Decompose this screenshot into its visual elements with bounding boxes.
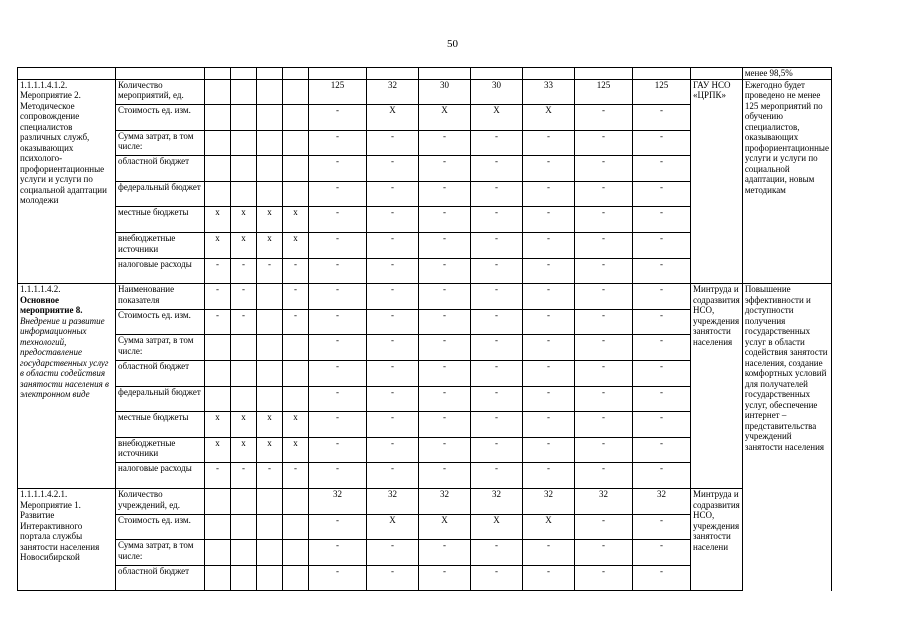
value-cell: -: [367, 361, 419, 387]
value-cell: -: [471, 361, 523, 387]
value-cell: 32: [309, 489, 367, 515]
value-cell: -: [575, 181, 633, 207]
value-cell: -: [471, 540, 523, 566]
value-cell: -: [575, 284, 633, 310]
value-cell: 32: [367, 489, 419, 515]
value-cell: -: [523, 181, 575, 207]
value-cell: -: [575, 233, 633, 259]
value-cell: -: [633, 463, 691, 489]
value-cell: -: [419, 156, 471, 182]
value-cell: -: [367, 565, 419, 591]
value-cell: X: [471, 514, 523, 540]
code-cell: -: [283, 463, 309, 489]
code-cell: x: [231, 207, 257, 233]
value-cell: -: [523, 233, 575, 259]
value-cell: X: [419, 105, 471, 131]
value-cell: -: [575, 105, 633, 131]
value-cell: -: [419, 233, 471, 259]
value-cell: -: [309, 105, 367, 131]
value-cell: 32: [523, 489, 575, 515]
indicator-label: областной бюджет: [116, 156, 205, 182]
value-cell: -: [575, 258, 633, 284]
code-cell: -: [283, 258, 309, 284]
value-cell: 32: [575, 489, 633, 515]
code-cell: [257, 514, 283, 540]
code-cell: x: [257, 437, 283, 463]
value-cell: -: [309, 437, 367, 463]
activity-title: Основное мероприятие 8.: [20, 294, 83, 316]
code-cell: [231, 540, 257, 566]
code-cell: [231, 386, 257, 412]
code-cell: x: [257, 233, 283, 259]
code-cell: x: [257, 412, 283, 438]
code-cell: [205, 489, 231, 515]
activity-cell: [18, 489, 116, 591]
code-cell: [205, 565, 231, 591]
value-cell: -: [309, 258, 367, 284]
indicator-label: Стоимость ед. изм.: [116, 309, 205, 335]
value-cell: -: [523, 156, 575, 182]
indicator-label: Сумма затрат, в том числе:: [116, 130, 205, 156]
code-cell: [231, 335, 257, 361]
value-cell: -: [471, 309, 523, 335]
code-cell: [283, 514, 309, 540]
value-cell: -: [309, 514, 367, 540]
value-cell: -: [309, 386, 367, 412]
value-cell: -: [309, 309, 367, 335]
table-row: [18, 489, 832, 515]
value-cell: -: [309, 233, 367, 259]
value-cell: -: [419, 565, 471, 591]
value-cell: -: [309, 565, 367, 591]
page-number: 50: [447, 38, 458, 50]
value-cell: -: [633, 156, 691, 182]
code-cell: -: [283, 284, 309, 310]
value-cell: -: [419, 258, 471, 284]
code-cell: [283, 540, 309, 566]
activity-cell: [18, 79, 116, 284]
value-cell: -: [633, 412, 691, 438]
code-cell: [231, 130, 257, 156]
code-cell: [231, 181, 257, 207]
value-cell: -: [523, 565, 575, 591]
value-cell: -: [575, 463, 633, 489]
value-cell: -: [523, 437, 575, 463]
value-cell: -: [523, 309, 575, 335]
value-cell: -: [471, 130, 523, 156]
code-cell: [205, 79, 231, 105]
code-cell: [257, 130, 283, 156]
activity-code: 1.1.1.1.4.1.2.: [20, 79, 68, 90]
executor-cell: Минтруда и содразвития НСО, учреждения занятости населени: [691, 489, 743, 591]
code-cell: [231, 105, 257, 131]
code-cell: [257, 386, 283, 412]
value-cell: X: [367, 105, 419, 131]
result-cell: Ежегодно будет проведено не менее 125 мероприятий по обучению специалистов, оказывающих профориентационные услуги и услуги по социальной адаптации, новым методикам: [742, 79, 831, 284]
code-cell: x: [257, 207, 283, 233]
activity-description: Методическое сопровождение специалистов различных служб, оказывающих психолого-профориентационные услуги и услуги по социальной адаптации молодежи: [20, 100, 107, 205]
code-cell: -: [205, 284, 231, 310]
code-cell: -: [257, 258, 283, 284]
code-cell: [205, 335, 231, 361]
indicator-label: федеральный бюджет: [116, 386, 205, 412]
code-cell: [283, 489, 309, 515]
value-cell: -: [523, 130, 575, 156]
value-cell: 125: [309, 79, 367, 105]
code-cell: -: [205, 258, 231, 284]
value-cell: -: [633, 284, 691, 310]
executor-cell: ГАУ НСО «ЦРПК»: [691, 79, 743, 284]
value-cell: -: [309, 361, 367, 387]
code-cell: x: [205, 437, 231, 463]
code-cell: [231, 565, 257, 591]
value-cell: -: [633, 514, 691, 540]
value-cell: 125: [575, 79, 633, 105]
value-cell: -: [419, 207, 471, 233]
code-cell: [231, 514, 257, 540]
activity-code: 1.1.1.1.4.2.1.: [20, 489, 68, 499]
code-cell: [231, 361, 257, 387]
value-cell: -: [367, 309, 419, 335]
value-cell: -: [309, 335, 367, 361]
indicator-label: местные бюджеты: [116, 412, 205, 438]
value-cell: -: [419, 463, 471, 489]
value-cell: -: [633, 335, 691, 361]
value-cell: -: [523, 207, 575, 233]
top-strip-row: [18, 68, 832, 80]
code-cell: x: [283, 207, 309, 233]
code-cell: x: [231, 233, 257, 259]
value-cell: -: [575, 207, 633, 233]
indicator-label: областной бюджет: [116, 361, 205, 387]
value-cell: -: [309, 412, 367, 438]
value-cell: -: [575, 309, 633, 335]
value-cell: -: [309, 130, 367, 156]
code-cell: [257, 105, 283, 131]
value-cell: -: [523, 335, 575, 361]
code-cell: x: [231, 437, 257, 463]
code-cell: [257, 565, 283, 591]
table-row: [18, 284, 832, 310]
value-cell: -: [471, 156, 523, 182]
code-cell: [283, 181, 309, 207]
code-cell: x: [283, 437, 309, 463]
indicator-label: областной бюджет: [116, 565, 205, 591]
value-cell: -: [575, 386, 633, 412]
value-cell: -: [367, 233, 419, 259]
top-strip-note: менее 98,5%: [742, 68, 831, 80]
code-cell: [205, 514, 231, 540]
code-cell: [257, 79, 283, 105]
value-cell: -: [419, 284, 471, 310]
value-cell: -: [419, 412, 471, 438]
value-cell: -: [309, 207, 367, 233]
value-cell: -: [367, 156, 419, 182]
code-cell: [231, 489, 257, 515]
code-cell: [283, 565, 309, 591]
value-cell: -: [419, 309, 471, 335]
value-cell: X: [523, 514, 575, 540]
value-cell: -: [367, 130, 419, 156]
value-cell: -: [523, 284, 575, 310]
value-cell: -: [471, 181, 523, 207]
value-cell: -: [633, 437, 691, 463]
code-cell: [257, 335, 283, 361]
code-cell: -: [205, 463, 231, 489]
value-cell: -: [633, 207, 691, 233]
value-cell: -: [367, 437, 419, 463]
value-cell: 33: [523, 79, 575, 105]
code-cell: [205, 156, 231, 182]
value-cell: -: [523, 361, 575, 387]
value-cell: -: [575, 412, 633, 438]
activity-description: Внедрение и развитие информационных технологий, предоставление государственных услуг в области содействия занятости населения в электронном виде: [20, 315, 109, 400]
code-cell: [231, 156, 257, 182]
activity-code: 1.1.1.1.4.2.: [20, 284, 61, 295]
code-cell: [283, 386, 309, 412]
value-cell: -: [575, 361, 633, 387]
value-cell: -: [471, 233, 523, 259]
value-cell: X: [419, 514, 471, 540]
code-cell: [205, 130, 231, 156]
indicator-label: местные бюджеты: [116, 207, 205, 233]
code-cell: [205, 105, 231, 131]
value-cell: -: [419, 335, 471, 361]
value-cell: -: [471, 335, 523, 361]
value-cell: 32: [367, 79, 419, 105]
code-cell: [283, 361, 309, 387]
value-cell: -: [633, 540, 691, 566]
value-cell: -: [309, 284, 367, 310]
code-cell: -: [257, 463, 283, 489]
code-cell: [257, 540, 283, 566]
value-cell: -: [471, 463, 523, 489]
value-cell: -: [575, 437, 633, 463]
value-cell: -: [419, 181, 471, 207]
value-cell: -: [367, 258, 419, 284]
table-row: [18, 79, 832, 105]
value-cell: -: [523, 463, 575, 489]
indicator-label: Наименование показателя: [116, 284, 205, 310]
value-cell: 30: [471, 79, 523, 105]
value-cell: -: [633, 130, 691, 156]
value-cell: -: [523, 386, 575, 412]
code-cell: [283, 79, 309, 105]
value-cell: -: [367, 412, 419, 438]
value-cell: -: [419, 130, 471, 156]
code-cell: [257, 181, 283, 207]
value-cell: -: [367, 207, 419, 233]
value-cell: -: [309, 156, 367, 182]
code-cell: x: [205, 233, 231, 259]
indicator-label: Количество мероприятий, ед.: [116, 79, 205, 105]
value-cell: -: [419, 386, 471, 412]
value-cell: -: [471, 284, 523, 310]
value-cell: X: [471, 105, 523, 131]
value-cell: -: [523, 540, 575, 566]
value-cell: -: [633, 105, 691, 131]
value-cell: -: [471, 437, 523, 463]
code-cell: [257, 489, 283, 515]
value-cell: -: [575, 130, 633, 156]
value-cell: -: [633, 309, 691, 335]
indicator-label: Стоимость ед. изм.: [116, 514, 205, 540]
activity-title: Мероприятие 1.: [20, 499, 81, 510]
value-cell: X: [367, 514, 419, 540]
indicator-label: налоговые расходы: [116, 463, 205, 489]
value-cell: 125: [633, 79, 691, 105]
value-cell: -: [367, 181, 419, 207]
value-cell: -: [309, 463, 367, 489]
code-cell: x: [231, 412, 257, 438]
code-cell: -: [231, 284, 257, 310]
value-cell: -: [633, 181, 691, 207]
code-cell: [205, 361, 231, 387]
value-cell: -: [367, 386, 419, 412]
code-cell: [231, 79, 257, 105]
indicator-label: внебюджетные источники: [116, 233, 205, 259]
value-cell: 30: [419, 79, 471, 105]
value-cell: -: [309, 181, 367, 207]
value-cell: 32: [471, 489, 523, 515]
code-cell: -: [231, 463, 257, 489]
code-cell: [283, 105, 309, 131]
value-cell: -: [367, 335, 419, 361]
indicator-label: Стоимость ед. изм.: [116, 105, 205, 131]
code-cell: x: [283, 233, 309, 259]
activity-cell: [18, 284, 116, 489]
value-cell: 32: [633, 489, 691, 515]
code-cell: [205, 181, 231, 207]
indicator-label: Сумма затрат, в том числе:: [116, 335, 205, 361]
code-cell: -: [231, 309, 257, 335]
value-cell: -: [367, 540, 419, 566]
value-cell: -: [523, 258, 575, 284]
code-cell: [257, 309, 283, 335]
code-cell: [205, 540, 231, 566]
value-cell: -: [575, 540, 633, 566]
value-cell: -: [471, 386, 523, 412]
value-cell: -: [633, 386, 691, 412]
value-cell: -: [419, 540, 471, 566]
value-cell: -: [523, 412, 575, 438]
indicator-label: Сумма затрат, в том числе:: [116, 540, 205, 566]
value-cell: -: [633, 233, 691, 259]
indicator-label: налоговые расходы: [116, 258, 205, 284]
value-cell: -: [471, 258, 523, 284]
program-table: [17, 67, 832, 591]
code-cell: [257, 361, 283, 387]
code-cell: x: [205, 207, 231, 233]
value-cell: -: [471, 207, 523, 233]
value-cell: -: [471, 565, 523, 591]
value-cell: -: [633, 361, 691, 387]
indicator-label: федеральный бюджет: [116, 181, 205, 207]
value-cell: -: [575, 565, 633, 591]
code-cell: [257, 284, 283, 310]
value-cell: -: [575, 156, 633, 182]
result-cell: Повышение эффективности и доступности получения государственных услуг в области содействия занятости населения, создание комфортных условий для получателей государственных услуг, обеспечение интернет – представительства учреждений занятости населения: [742, 284, 831, 591]
code-cell: [205, 386, 231, 412]
indicator-label: внебюджетные источники: [116, 437, 205, 463]
executor-cell: Минтруда и содразвития НСО, учреждения занятости населения: [691, 284, 743, 489]
code-cell: [283, 156, 309, 182]
value-cell: -: [367, 463, 419, 489]
code-cell: [283, 335, 309, 361]
value-cell: 32: [419, 489, 471, 515]
code-cell: [283, 130, 309, 156]
value-cell: -: [309, 540, 367, 566]
code-cell: -: [231, 258, 257, 284]
code-cell: [257, 156, 283, 182]
value-cell: -: [471, 412, 523, 438]
indicator-label: Количество учреждений, ед.: [116, 489, 205, 515]
value-cell: -: [419, 437, 471, 463]
value-cell: -: [633, 565, 691, 591]
code-cell: x: [205, 412, 231, 438]
value-cell: -: [575, 335, 633, 361]
value-cell: -: [419, 361, 471, 387]
value-cell: -: [367, 284, 419, 310]
value-cell: X: [523, 105, 575, 131]
activity-description: Развитие Интерактивного портала службы занятости населения Новосибирской: [20, 510, 100, 562]
code-cell: -: [205, 309, 231, 335]
value-cell: -: [633, 258, 691, 284]
code-cell: x: [283, 412, 309, 438]
activity-title: Мероприятие 2.: [20, 90, 81, 100]
value-cell: -: [575, 514, 633, 540]
code-cell: -: [283, 309, 309, 335]
